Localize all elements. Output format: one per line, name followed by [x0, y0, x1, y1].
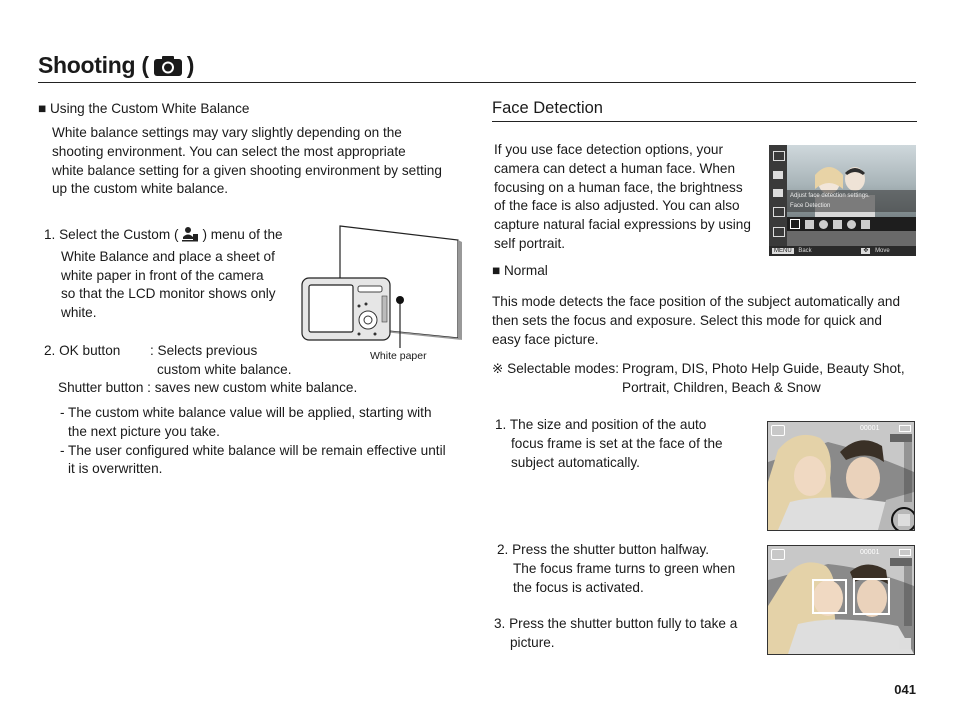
intro-line: camera can detect a human face. When: [494, 160, 736, 176]
normal-face-icon[interactable]: [805, 220, 814, 229]
lcd-face-detected: [767, 421, 915, 531]
step-line: subject automatically.: [511, 454, 640, 470]
menu-tab-icon: [773, 207, 785, 217]
step2-shutter: Shutter button : saves new custom white balance.: [58, 380, 358, 395]
menu-tab-icon: [773, 227, 785, 237]
step1-line: White Balance and place a sheet of: [61, 248, 275, 264]
custom-wb-heading: ■ Using the Custom White Balance: [38, 101, 250, 116]
shot-counter: 00001: [860, 549, 880, 556]
custom-wb-step1: [44, 226, 283, 323]
intro-line: capture natural facial expressions by using: [494, 217, 751, 233]
menu-footer: [769, 246, 916, 256]
intro-line: If you use face detection options, your: [494, 142, 723, 157]
custom-wb-notes: [60, 404, 446, 479]
camera-icon: [153, 55, 183, 83]
step2-ok-desc: : Selects previous: [150, 343, 258, 358]
face-detection-icon: [899, 638, 911, 649]
menu-hint: Adjust face detection settings.: [790, 193, 870, 199]
camera-white-paper-illustration: [296, 222, 466, 348]
intro-line: shooting environment. You can select the most appropriate: [52, 143, 406, 159]
face-recognition-icon[interactable]: [861, 220, 870, 229]
step1-line: so that the LCD monitor shows only: [61, 286, 276, 302]
face-detection-menu-screen: [769, 145, 916, 256]
intro-line: up the custom white balance.: [52, 181, 229, 197]
smile-shot-icon[interactable]: [833, 220, 842, 229]
lcd-focus-frames: [767, 545, 915, 655]
step-line: 3. Press the shutter button fully to take a: [494, 616, 738, 631]
step-line: 2. Press the shutter button halfway.: [497, 542, 710, 557]
step1-text: 1. Select the Custom (: [44, 227, 179, 242]
title-suffix: ): [186, 52, 195, 78]
note-line: it is overwritten.: [68, 461, 163, 477]
intro-line: of the face is also adjusted. You can also: [494, 198, 740, 214]
intro-line: focusing on a human face, the brightness: [494, 179, 743, 195]
focus-frame: [853, 578, 890, 615]
menu-tab-icon: [773, 151, 785, 161]
step-line: 1. The size and position of the auto: [495, 417, 707, 432]
face-detection-icon: [898, 514, 910, 526]
blink-detect-icon[interactable]: [847, 220, 856, 229]
self-portrait-icon[interactable]: [819, 220, 828, 229]
step2-ok-desc2: custom white balance.: [157, 362, 292, 377]
menu-tab-icon: [773, 189, 783, 197]
face-off-icon[interactable]: [790, 219, 800, 229]
menu-item: Face Detection: [790, 203, 831, 209]
normal-line: easy face picture.: [492, 331, 599, 347]
note-line: the next picture you take.: [68, 423, 220, 439]
camera-mode-icon: [771, 549, 785, 560]
menu-tab-icon: [773, 171, 783, 179]
intro-line: White balance settings may vary slightly depending on the: [52, 125, 402, 140]
normal-description: [492, 293, 900, 349]
intro-line: self portrait.: [494, 235, 566, 251]
custom-wb-icon: [181, 226, 199, 248]
title-prefix: Shooting (: [38, 52, 149, 78]
step-line: The focus frame turns to green when: [513, 560, 736, 576]
selectable-modes-2: Portrait, Children, Beach & Snow: [622, 380, 821, 395]
back-label: Back: [798, 248, 812, 254]
step-line: the focus is activated.: [513, 579, 644, 595]
white-paper-label: White paper: [370, 350, 427, 362]
menu-side-icons: [769, 145, 787, 256]
step2-ok-label: 2. OK button: [44, 343, 121, 358]
battery-icon: [899, 425, 911, 432]
face-detection-options: [787, 217, 916, 231]
move-label: Move: [875, 248, 890, 254]
camera-mode-icon: [771, 425, 785, 436]
fd-step2: [497, 541, 735, 597]
step-line: picture.: [510, 634, 555, 650]
step1-line: white.: [61, 305, 97, 321]
step-line: focus frame is set at the face of the: [511, 435, 723, 451]
battery-icon: [899, 549, 911, 556]
focus-frame: [812, 579, 847, 614]
normal-heading: ■ Normal: [492, 263, 548, 278]
step1-line: white paper in front of the camera: [61, 267, 264, 283]
note-line: - The user configured white balance will be remain effective until: [60, 442, 446, 458]
normal-line: This mode detects the face position of the subject automatically and: [492, 294, 901, 309]
title-divider: [38, 82, 916, 83]
dpad-icon: ✥: [863, 248, 869, 254]
section-title: Face Detection: [492, 99, 603, 117]
page-title: [38, 52, 194, 83]
menu-key-icon: MENU: [774, 248, 792, 254]
normal-line: then sets the focus and exposure. Select this mode for quick and: [492, 312, 882, 328]
shot-counter: 00001: [860, 425, 880, 432]
menu-help-box: [787, 190, 916, 212]
menu-lower-area: [787, 231, 916, 247]
face-detection-indicator-circle: [891, 507, 915, 531]
fd-step1: [495, 416, 723, 472]
selectable-modes-1: Program, DIS, Photo Help Guide, Beauty Shot,: [622, 361, 905, 376]
selectable-modes-label: ※ Selectable modes:: [492, 361, 620, 376]
page-number: 041: [894, 682, 916, 697]
custom-wb-intro: [52, 124, 442, 199]
intro-line: white balance setting for a given shooting environment by setting: [52, 162, 442, 178]
face-detection-intro: [494, 141, 751, 254]
section-divider: [492, 121, 917, 122]
note-line: - The custom white balance value will be applied, starting with: [60, 405, 432, 420]
fd-step3: [494, 615, 737, 653]
step1-text: ) menu of the: [202, 227, 283, 242]
